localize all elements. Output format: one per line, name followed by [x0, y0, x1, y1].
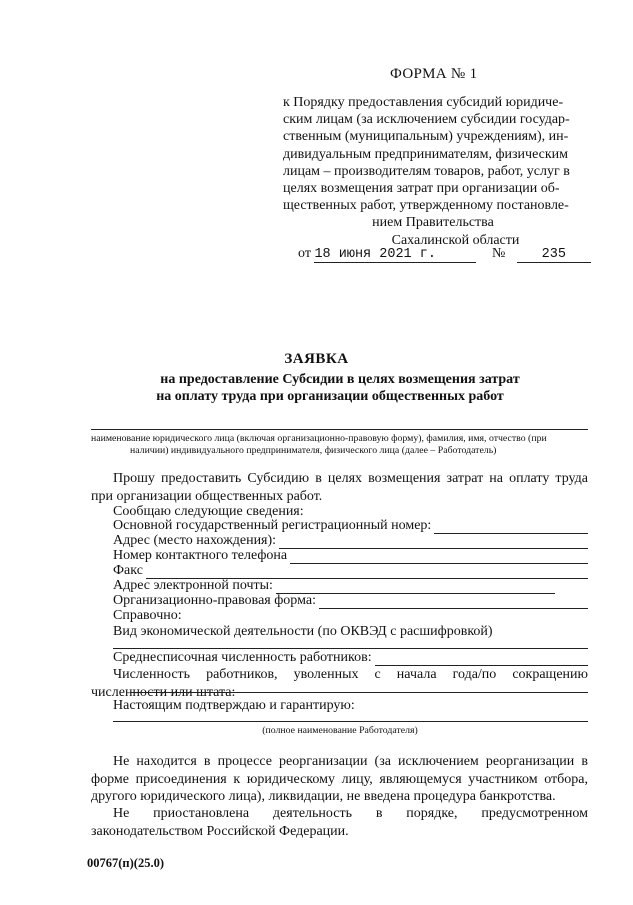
order-date: 18 июня 2021 г. — [314, 247, 476, 263]
legal-form-label: Организационно-правовая форма: — [113, 593, 316, 608]
confirm-label: Настоящим подтверждаю и гарантирую: — [113, 698, 355, 713]
suspend-statement: Не приостановлена деятельность в порядке, предусмотренном законодательством Российской Федерации. — [91, 806, 588, 839]
phone-label: Номер контактного телефона — [113, 548, 288, 563]
dismissed-line[interactable] — [131, 692, 588, 693]
ogrn-field[interactable] — [113, 518, 588, 534]
document-title: ЗАЯВКА — [284, 351, 349, 367]
info-intro: Сообщаю следующие сведения: — [113, 504, 304, 519]
legal-form-field[interactable] — [113, 593, 588, 609]
order-line: ским лицам (за исключением субсидии государ- — [283, 112, 570, 128]
fax-field[interactable] — [113, 563, 588, 579]
order-line: к Порядку предоставления субсидий юридиче- — [283, 95, 564, 110]
headcount-label: Среднесписочная численность работников: — [113, 650, 372, 665]
number-prefix: № — [491, 246, 506, 261]
phone-field[interactable] — [113, 548, 588, 564]
address-label: Адрес (место нахождения): — [113, 533, 277, 548]
order-line: Сахалинской области — [391, 232, 520, 248]
email-field[interactable] — [113, 578, 555, 594]
order-line: целях возмещения затрат при организации об- — [283, 181, 560, 197]
okved-line[interactable] — [113, 648, 588, 649]
order-line: лицам – производителям товаров, работ, услуг в — [283, 163, 570, 179]
applicant-name-line[interactable] — [91, 429, 588, 430]
applicant-caption-1: наименование юридического лица (включая организационно-правовую форму), фамилия, имя, отчество (при — [91, 433, 547, 444]
fax-label: Факс — [113, 563, 143, 578]
reorg-statement: Не находится в процессе реорганизации (за исключением реорганизации в форме присоединения к юридическому лицу, являющемуся участником отбора, другого юридического лица), ликвидации, не введена процедура банкротства. — [91, 754, 588, 804]
order-line: щественных работ, утвержденному постановле- — [283, 198, 569, 214]
date-prefix: от — [298, 246, 311, 261]
order-line: ственным (муниципальным) учреждениям), ин- — [283, 129, 569, 145]
order-date-line — [298, 246, 591, 263]
okved-label: Вид экономической деятельности (по ОКВЭД с расшифровкой) — [113, 624, 493, 639]
employer-caption: (полное наименование Работодателя) — [262, 725, 418, 736]
dismissed-label: Численность работников, уволенных с начала года/по сокращению численности или штата: — [91, 667, 588, 700]
footer-code: 00767(п)(25.0) — [87, 856, 164, 870]
email-label: Адрес электронной почты: — [113, 578, 273, 593]
ogrn-label: Основной государственный регистрационный номер: — [113, 518, 432, 533]
employer-name-line[interactable] — [113, 721, 588, 722]
order-number: 235 — [517, 247, 591, 263]
form-number: ФОРМА № 1 — [390, 66, 478, 82]
reference-label: Справочно: — [113, 608, 182, 623]
headcount-field[interactable] — [113, 650, 588, 666]
address-field[interactable] — [113, 533, 588, 549]
request-paragraph: Прошу предоставить Субсидию в целях возмещения затрат на оплату труда при организации общественных работ. — [91, 471, 588, 504]
applicant-caption-2: наличии) индивидуального предпринимателя, физического лица (далее – Работодатель) — [130, 445, 497, 456]
order-reference — [283, 94, 583, 249]
order-line: дивидуальным предпринимателям, физическим — [283, 146, 569, 162]
document-subtitle-1: на предоставление Субсидии в целях возмещения затрат — [160, 372, 520, 387]
document-subtitle-2: на оплату труда при организации общественных работ — [156, 389, 504, 404]
order-line: нием Правительства — [372, 215, 494, 231]
